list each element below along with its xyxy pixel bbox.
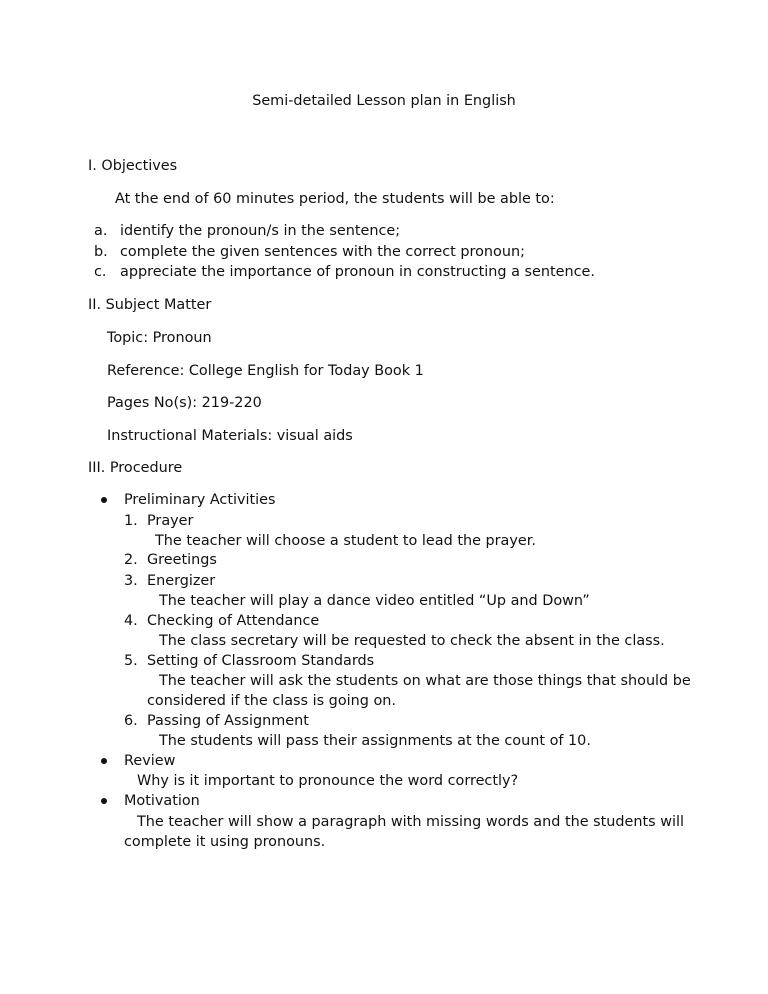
reference-line: Reference: College English for Today Book 1 [107, 363, 424, 379]
objective-item: identify the pronoun/s in the sentence; [120, 223, 401, 239]
procedure-heading: III. Procedure [88, 460, 183, 476]
objectives-heading: I. Objectives [88, 158, 178, 174]
step-detail-continued: considered if the class is going on. [147, 693, 396, 709]
step-number: 4. [124, 613, 138, 629]
step-title: Setting of Classroom Standards [147, 653, 375, 669]
step-title: Checking of Attendance [147, 613, 320, 629]
bullet-icon [101, 798, 107, 804]
step-title: Greetings [147, 552, 217, 568]
step-detail: The teacher will play a dance video entitled “Up and Down” [159, 593, 590, 609]
step-detail: The class secretary will be requested to check the absent in the class. [159, 633, 665, 649]
motivation-label: Motivation [124, 793, 200, 809]
step-detail: The teacher will ask the students on what are those things that should be [159, 673, 691, 689]
step-number: 3. [124, 573, 138, 589]
step-title: Passing of Assignment [147, 713, 309, 729]
document-title: Semi-detailed Lesson plan in English [252, 93, 516, 109]
step-number: 6. [124, 713, 138, 729]
motivation-text-continued: complete it using pronouns. [124, 834, 326, 850]
pages-line: Pages No(s): 219-220 [107, 395, 262, 411]
review-label: Review [124, 753, 176, 769]
step-detail: The teacher will choose a student to lead the prayer. [155, 533, 536, 549]
objective-item: complete the given sentences with the correct pronoun; [120, 244, 525, 260]
step-title: Energizer [147, 573, 216, 589]
topic-line: Topic: Pronoun [107, 330, 212, 346]
objective-marker: b. [94, 244, 108, 260]
motivation-text: The teacher will show a paragraph with missing words and the students will [137, 814, 684, 830]
step-number: 5. [124, 653, 138, 669]
step-number: 1. [124, 513, 138, 529]
objective-marker: a. [94, 223, 108, 239]
review-text: Why is it important to pronounce the word correctly? [137, 773, 519, 789]
bullet-icon [101, 758, 107, 764]
objective-marker: c. [94, 264, 107, 280]
step-detail: The students will pass their assignments at the count of 10. [159, 733, 591, 749]
bullet-icon [101, 497, 107, 503]
subject-matter-heading: II. Subject Matter [88, 297, 212, 313]
preliminary-activities-label: Preliminary Activities [124, 492, 276, 508]
materials-line: Instructional Materials: visual aids [107, 428, 353, 444]
objectives-intro: At the end of 60 minutes period, the students will be able to: [115, 191, 555, 207]
step-number: 2. [124, 552, 138, 568]
objective-item: appreciate the importance of pronoun in constructing a sentence. [120, 264, 595, 280]
step-title: Prayer [147, 513, 194, 529]
